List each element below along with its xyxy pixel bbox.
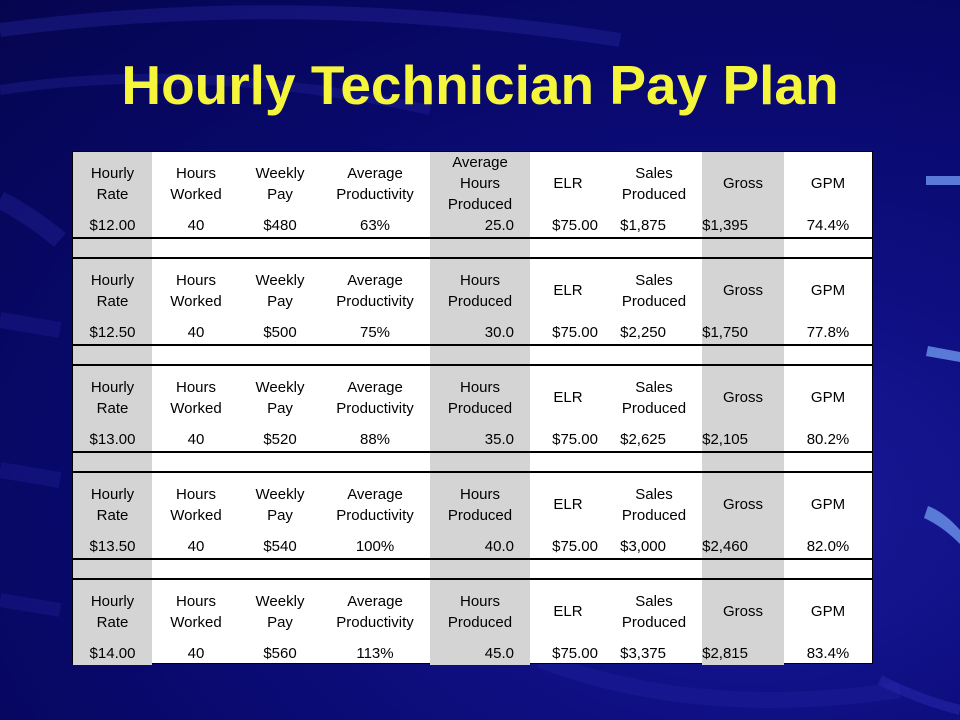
spacer-row bbox=[73, 559, 872, 579]
cell-produced: 25.0 bbox=[430, 215, 530, 238]
spacer-cell bbox=[530, 452, 606, 472]
header-line: Produced bbox=[621, 506, 687, 524]
cell-produced: 30.0 bbox=[430, 322, 530, 345]
header-line: Worked bbox=[170, 292, 222, 310]
header-line: Hours bbox=[459, 592, 500, 610]
cell-pay: $480 bbox=[240, 215, 320, 238]
header-line: Productivity bbox=[336, 613, 414, 631]
header-line: Sales bbox=[635, 271, 673, 289]
spacer-row bbox=[73, 238, 872, 258]
header-line: Pay bbox=[267, 613, 293, 631]
cell-gross: $2,105 bbox=[702, 429, 784, 452]
spacer-cell bbox=[606, 452, 702, 472]
spacer-cell bbox=[702, 345, 784, 365]
cell-gpm: 82.0% bbox=[784, 536, 872, 559]
cell-productivity: 113% bbox=[356, 645, 394, 662]
header-line: Hours bbox=[175, 164, 216, 182]
cell-rate: $13.50 bbox=[73, 536, 152, 559]
header-line: Gross bbox=[722, 389, 763, 406]
header-line: Produced bbox=[447, 399, 513, 417]
column-header bbox=[702, 152, 784, 215]
header-line: Average bbox=[347, 378, 403, 396]
header-line: Productivity bbox=[336, 292, 414, 310]
cell-gross: $1,750 bbox=[702, 322, 784, 345]
column-header bbox=[606, 472, 702, 536]
header-line: Average bbox=[347, 164, 403, 182]
column-header bbox=[702, 579, 784, 643]
header-line: Pay bbox=[267, 399, 293, 417]
header-line: Hours bbox=[459, 378, 500, 396]
column-header bbox=[240, 258, 320, 322]
spacer-cell bbox=[530, 345, 606, 365]
header-line: Hourly bbox=[90, 485, 135, 503]
column-header bbox=[606, 258, 702, 322]
cell-gpm: 74.4% bbox=[784, 215, 872, 238]
header-line: Productivity bbox=[336, 185, 414, 203]
header-row bbox=[73, 152, 872, 215]
table-row bbox=[73, 215, 872, 238]
cell-produced: 45.0 bbox=[430, 643, 530, 665]
spacer-cell bbox=[240, 345, 320, 365]
table-row bbox=[73, 536, 872, 559]
header-line: Hourly bbox=[90, 164, 135, 182]
spacer-cell bbox=[240, 452, 320, 472]
header-line: Weekly bbox=[255, 164, 305, 182]
column-header bbox=[784, 365, 872, 429]
header-row bbox=[73, 472, 872, 536]
spacer-row bbox=[73, 345, 872, 365]
header-row bbox=[73, 258, 872, 322]
spacer-cell bbox=[240, 238, 320, 258]
spacer-cell bbox=[784, 452, 872, 472]
header-line: Produced bbox=[621, 185, 687, 203]
header-line: ELR bbox=[553, 282, 583, 299]
cell-hours: 40 bbox=[152, 536, 240, 559]
header-line: GPM bbox=[810, 175, 846, 192]
cell-sales: $3,000 bbox=[606, 536, 702, 559]
header-line: Produced bbox=[447, 613, 513, 631]
column-header bbox=[702, 365, 784, 429]
cell-pay: $500 bbox=[240, 322, 320, 345]
cell-elr: $75.00 bbox=[530, 215, 606, 238]
cell-elr: $75.00 bbox=[530, 322, 606, 345]
header-line: Hourly bbox=[90, 592, 135, 610]
spacer-cell bbox=[606, 559, 702, 579]
header-line: GPM bbox=[810, 282, 846, 299]
cell-rate: $12.50 bbox=[73, 322, 152, 345]
cell-productivity: 88% bbox=[320, 429, 430, 452]
cell-elr: $75.00 bbox=[552, 645, 598, 662]
header-line: Hours bbox=[459, 271, 500, 289]
header-line: Average bbox=[347, 485, 403, 503]
spacer-cell bbox=[430, 238, 530, 258]
header-line: Worked bbox=[170, 506, 222, 524]
column-header bbox=[430, 152, 530, 215]
cell-pay: $560 bbox=[263, 645, 297, 662]
header-line: Rate bbox=[96, 506, 129, 524]
page-title: Hourly Technician Pay Plan bbox=[121, 54, 839, 116]
column-header bbox=[73, 365, 152, 429]
spacer-cell bbox=[702, 238, 784, 258]
column-header bbox=[240, 365, 320, 429]
column-header bbox=[784, 258, 872, 322]
spacer-cell bbox=[152, 345, 240, 365]
header-line: Gross bbox=[722, 175, 763, 192]
header-line: GPM bbox=[810, 603, 846, 620]
header-line: Productivity bbox=[336, 399, 414, 417]
spacer-cell bbox=[73, 452, 152, 472]
header-line: Sales bbox=[635, 485, 673, 503]
header-line: Rate bbox=[96, 292, 129, 310]
column-header bbox=[320, 152, 430, 215]
column-header bbox=[320, 579, 430, 643]
cell-elr: $75.00 bbox=[530, 536, 606, 559]
column-header bbox=[73, 579, 152, 643]
table-row bbox=[73, 322, 872, 345]
spacer-cell bbox=[240, 559, 320, 579]
header-line: Weekly bbox=[255, 378, 305, 396]
spacer-cell bbox=[606, 238, 702, 258]
column-header bbox=[784, 579, 872, 643]
column-header bbox=[530, 365, 606, 429]
spacer-cell bbox=[430, 452, 530, 472]
pay-plan-table bbox=[73, 152, 872, 665]
spacer-cell bbox=[320, 345, 430, 365]
header-line: Pay bbox=[267, 185, 293, 203]
column-header bbox=[606, 365, 702, 429]
column-header bbox=[152, 258, 240, 322]
column-header bbox=[530, 579, 606, 643]
cell-hours: 40 bbox=[187, 645, 205, 662]
spacer-cell bbox=[320, 238, 430, 258]
spacer-cell bbox=[152, 452, 240, 472]
spacer-cell bbox=[530, 559, 606, 579]
cell-gross: $2,460 bbox=[702, 536, 784, 559]
pay-plan-table-container bbox=[72, 151, 873, 664]
spacer-cell bbox=[784, 345, 872, 365]
header-line: Hourly bbox=[90, 271, 135, 289]
header-line: Rate bbox=[96, 613, 129, 631]
cell-gpm: 80.2% bbox=[784, 429, 872, 452]
spacer-cell bbox=[73, 238, 152, 258]
column-header bbox=[152, 579, 240, 643]
header-line: Hours bbox=[459, 485, 500, 503]
spacer-cell bbox=[430, 345, 530, 365]
column-header bbox=[530, 258, 606, 322]
spacer-cell bbox=[320, 452, 430, 472]
cell-hours: 40 bbox=[152, 322, 240, 345]
column-header bbox=[152, 152, 240, 215]
cell-pay: $520 bbox=[240, 429, 320, 452]
header-line: Sales bbox=[635, 592, 673, 610]
column-header bbox=[320, 258, 430, 322]
header-line: ELR bbox=[553, 175, 583, 192]
spacer-cell bbox=[320, 559, 430, 579]
column-header bbox=[430, 579, 530, 643]
column-header bbox=[702, 472, 784, 536]
column-header bbox=[240, 472, 320, 536]
spacer-cell bbox=[430, 559, 530, 579]
column-header bbox=[430, 365, 530, 429]
header-line: Hours bbox=[175, 485, 216, 503]
header-line: Productivity bbox=[336, 506, 414, 524]
header-line: Pay bbox=[267, 292, 293, 310]
spacer-cell bbox=[702, 452, 784, 472]
header-line: Produced bbox=[621, 613, 687, 631]
cell-rate: $12.00 bbox=[73, 215, 152, 238]
spacer-cell bbox=[530, 238, 606, 258]
cell-sales: $2,625 bbox=[606, 429, 702, 452]
table-row bbox=[73, 429, 872, 452]
header-line: Hourly bbox=[90, 378, 135, 396]
column-header bbox=[430, 472, 530, 536]
column-header bbox=[606, 152, 702, 215]
cell-elr: $75.00 bbox=[530, 429, 606, 452]
header-line: Weekly bbox=[255, 592, 305, 610]
header-line: Produced bbox=[447, 292, 513, 310]
header-line: ELR bbox=[553, 496, 583, 513]
cell-sales: $3,375 bbox=[620, 645, 666, 662]
spacer-row bbox=[73, 452, 872, 472]
header-row bbox=[73, 579, 872, 643]
header-row bbox=[73, 365, 872, 429]
column-header bbox=[702, 258, 784, 322]
header-line: Worked bbox=[170, 399, 222, 417]
header-line: Average bbox=[347, 592, 403, 610]
cell-productivity: 75% bbox=[320, 322, 430, 345]
spacer-cell bbox=[606, 345, 702, 365]
header-line: Hours bbox=[175, 378, 216, 396]
column-header bbox=[430, 258, 530, 322]
header-line: Hours bbox=[175, 592, 216, 610]
spacer-cell bbox=[152, 238, 240, 258]
header-line: Sales bbox=[635, 164, 673, 182]
column-header bbox=[784, 472, 872, 536]
column-header bbox=[73, 152, 152, 215]
column-header bbox=[152, 472, 240, 536]
header-line: Pay bbox=[267, 506, 293, 524]
header-line: Hours bbox=[459, 175, 500, 192]
cell-gross: $2,815 bbox=[702, 643, 784, 665]
header-line: Worked bbox=[170, 185, 222, 203]
cell-sales: $1,875 bbox=[606, 215, 702, 238]
cell-rate: $13.00 bbox=[73, 429, 152, 452]
header-line: Gross bbox=[722, 496, 763, 513]
header-line: Rate bbox=[96, 399, 129, 417]
header-line: ELR bbox=[553, 389, 583, 406]
header-line: Produced bbox=[447, 506, 513, 524]
cell-hours: 40 bbox=[152, 215, 240, 238]
spacer-cell bbox=[702, 559, 784, 579]
column-header bbox=[73, 258, 152, 322]
cell-pay: $540 bbox=[240, 536, 320, 559]
header-line: Average bbox=[347, 271, 403, 289]
header-line: Weekly bbox=[255, 485, 305, 503]
column-header bbox=[152, 365, 240, 429]
column-header bbox=[240, 152, 320, 215]
cell-produced: 35.0 bbox=[430, 429, 530, 452]
table-row bbox=[73, 643, 872, 665]
header-line: ELR bbox=[553, 603, 583, 620]
header-line: Rate bbox=[96, 185, 129, 203]
column-header bbox=[530, 472, 606, 536]
header-line: Produced bbox=[621, 399, 687, 417]
spacer-cell bbox=[784, 559, 872, 579]
header-line: Gross bbox=[722, 603, 763, 620]
spacer-cell bbox=[784, 238, 872, 258]
cell-gross: $1,395 bbox=[702, 215, 784, 238]
header-line: Produced bbox=[621, 292, 687, 310]
column-header bbox=[320, 472, 430, 536]
cell-hours: 40 bbox=[152, 429, 240, 452]
cell-productivity: 100% bbox=[320, 536, 430, 559]
header-line: GPM bbox=[810, 496, 846, 513]
spacer-cell bbox=[73, 559, 152, 579]
cell-produced: 40.0 bbox=[430, 536, 530, 559]
column-header bbox=[320, 365, 430, 429]
column-header bbox=[784, 152, 872, 215]
cell-sales: $2,250 bbox=[606, 322, 702, 345]
cell-rate: $14.00 bbox=[73, 643, 152, 665]
header-line: Worked bbox=[170, 613, 222, 631]
header-line: GPM bbox=[810, 389, 846, 406]
header-line: Average bbox=[452, 154, 508, 171]
spacer-cell bbox=[73, 345, 152, 365]
header-line: Produced bbox=[447, 196, 513, 213]
cell-gpm: 83.4% bbox=[806, 645, 850, 662]
column-header bbox=[73, 472, 152, 536]
cell-productivity: 63% bbox=[320, 215, 430, 238]
cell-gpm: 77.8% bbox=[784, 322, 872, 345]
column-header bbox=[606, 579, 702, 643]
column-header bbox=[530, 152, 606, 215]
header-line: Weekly bbox=[255, 271, 305, 289]
header-line: Sales bbox=[635, 378, 673, 396]
header-line: Hours bbox=[175, 271, 216, 289]
column-header bbox=[240, 579, 320, 643]
spacer-cell bbox=[152, 559, 240, 579]
header-line: Gross bbox=[722, 282, 763, 299]
